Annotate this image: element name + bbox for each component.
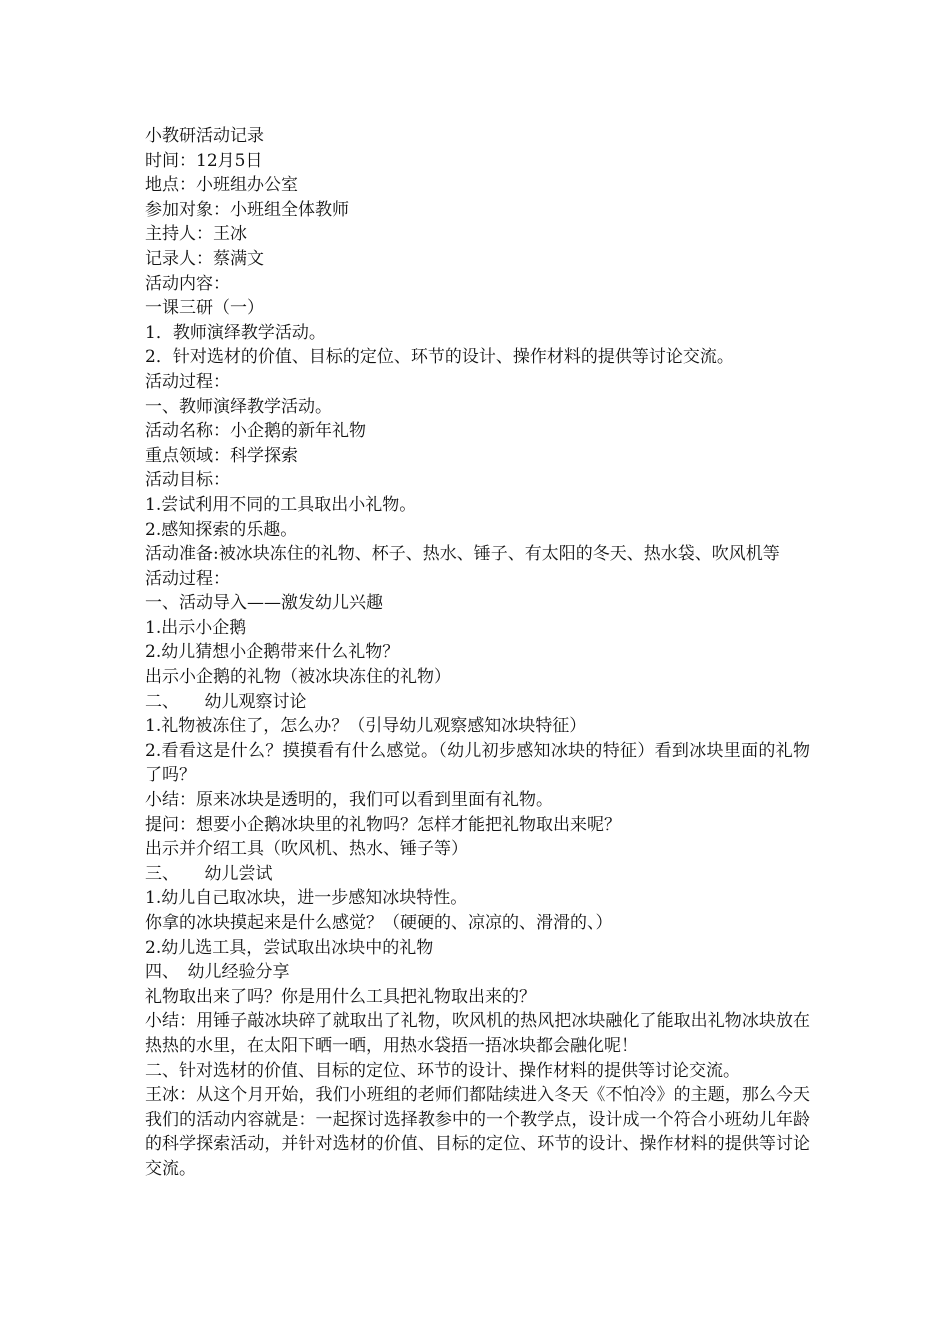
section-heading: 二、针对选材的价值、目标的定位、环节的设计、操作材料的提供等讨论交流。 xyxy=(145,1060,740,1081)
list-item: 1.幼儿自己取冰块，进一步感知冰块特性。 xyxy=(145,888,468,909)
meeting-time: 时间：12月5日 xyxy=(145,150,263,171)
list-item: 2.看看这是什么？摸摸看有什么感觉。（幼儿初步感知冰块的特征）看到冰块里面的礼物了吗？ xyxy=(145,740,810,786)
list-item: 1.出示小企鹅 xyxy=(145,617,247,638)
list-item: 1.尝试利用不同的工具取出小礼物。 xyxy=(145,494,417,515)
text-line: 出示小企鹅的礼物（被冰块冻住的礼物） xyxy=(145,667,451,688)
step-heading: 一、活动导入——激发幼儿兴趣 xyxy=(145,593,383,614)
list-item: 2．针对选材的价值、目标的定位、环节的设计、操作材料的提供等讨论交流。 xyxy=(145,347,734,368)
step-heading: 四、 幼儿经验分享 xyxy=(145,962,290,983)
list-item: 2.幼儿猜想小企鹅带来什么礼物？ xyxy=(145,642,400,663)
participants: 参加对象：小班组全体教师 xyxy=(145,199,349,220)
section-heading: 一、教师演绎教学活动。 xyxy=(145,396,332,417)
list-item: 2.幼儿选工具，尝试取出冰块中的礼物 xyxy=(145,937,434,958)
activity-name: 活动名称：小企鹅的新年礼物 xyxy=(145,421,366,442)
recorder: 记录人：蔡满文 xyxy=(145,248,264,269)
step-heading: 三、 幼儿尝试 xyxy=(145,863,273,884)
activity-preparation: 活动准备:被冰块冻住的礼物、杯子、热水、锤子、有太阳的冬天、热水袋、吹风机等 xyxy=(145,544,780,565)
text-line: 一课三研（一） xyxy=(145,298,264,319)
key-domain: 重点领域：科学探索 xyxy=(145,445,298,466)
list-item: 2.感知探索的乐趣。 xyxy=(145,519,298,540)
text-line: 礼物取出来了吗？你是用什么工具把礼物取出来的？ xyxy=(145,986,536,1007)
meeting-location: 地点：小班组办公室 xyxy=(145,175,298,196)
step-heading: 二、 幼儿观察讨论 xyxy=(145,691,307,712)
text-line: 你拿的冰块摸起来是什么感觉？（硬硬的、凉凉的、滑滑的、） xyxy=(145,913,613,933)
document-title: 小教研活动记录 xyxy=(145,126,264,146)
section-heading: 活动过程： xyxy=(145,371,230,392)
section-heading: 活动过程： xyxy=(145,568,230,589)
list-item: 1．教师演绎教学活动。 xyxy=(145,322,326,343)
section-heading: 活动内容： xyxy=(145,273,230,294)
section-heading: 活动目标： xyxy=(145,470,230,491)
document-body xyxy=(145,124,810,1182)
host: 主持人：王冰 xyxy=(145,224,247,245)
question-line: 提问：想要小企鹅冰块里的礼物吗？怎样才能把礼物取出来呢？ xyxy=(145,814,621,835)
summary-line: 小结：用锤子敲冰块碎了就取出了礼物，吹风机的热风把冰块融化了能取出礼物冰块放在热热的水里，在太阳下晒一晒，用热水袋捂一捂冰块都会融化呢！ xyxy=(145,1011,810,1056)
list-item: 1.礼物被冻住了，怎么办？（引导幼儿观察感知冰块特征） xyxy=(145,716,587,737)
summary-line: 小结：原来冰块是透明的，我们可以看到里面有礼物。 xyxy=(145,790,553,811)
text-line: 出示并介绍工具（吹风机、热水、锤子等） xyxy=(145,839,468,860)
discussion-paragraph: 王冰：从这个月开始，我们小班组的老师们都陆续进入冬天《不怕冷》的主题，那么今天我们的活动内容就是：一起探讨选择教参中的一个教学点，设计成一个符合小班幼儿年龄的科学探索活动，并针对选材的价值、目标的定位、环节的设计、操作材料的提供等讨论交流。 xyxy=(145,1085,810,1179)
